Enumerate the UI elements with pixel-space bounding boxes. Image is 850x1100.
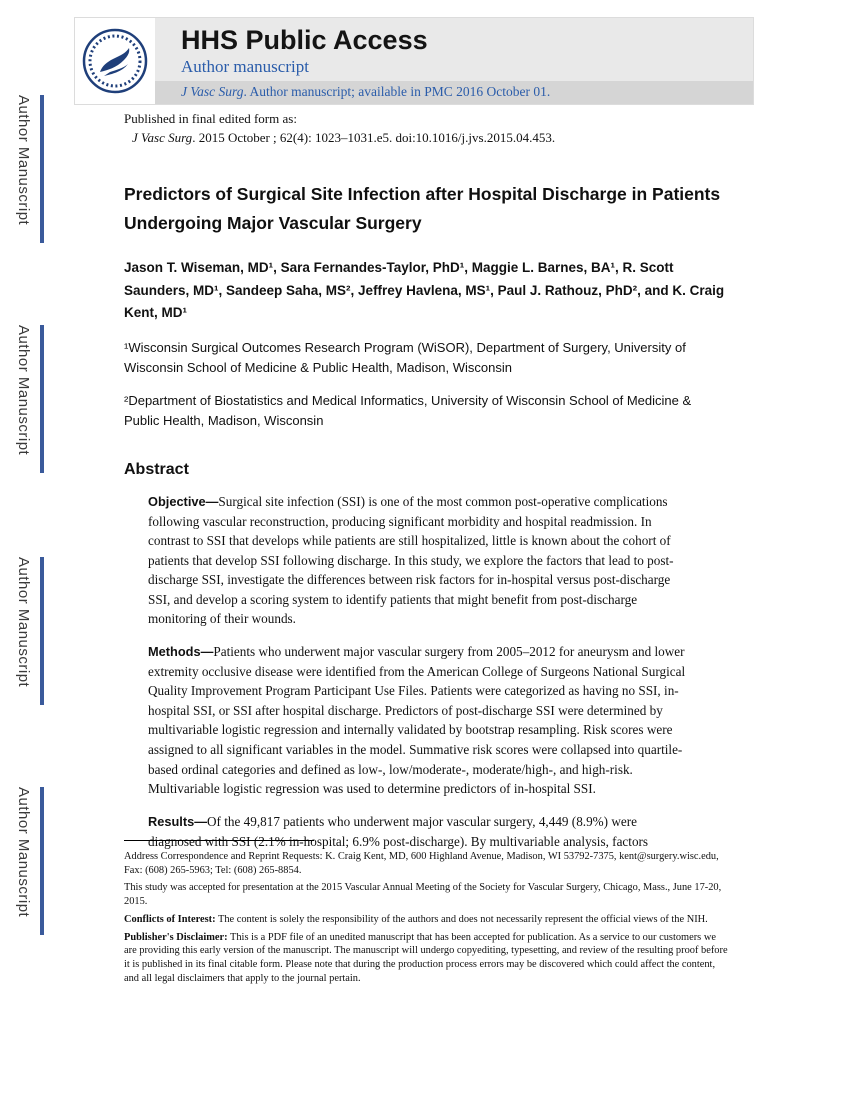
abstract-results-text: Of the 49,817 patients who underwent major vascular surgery, 4,449 (8.9%) were diagnosed with SSI (2.1% in-hospital; 6.9% post-discharge). By multivariable analysis, factors (148, 813, 649, 849)
header-citation (155, 81, 753, 104)
watermark-text: Author Manuscript (15, 557, 32, 688)
published-citation (132, 129, 728, 148)
abstract-objective (148, 492, 690, 629)
abstract-objective-label: Objective— (148, 493, 219, 509)
watermark-bar (40, 95, 44, 243)
watermark-text: Author Manuscript (15, 787, 32, 918)
abstract-methods (148, 642, 690, 799)
abstract-results-label: Results— (148, 813, 208, 829)
footnotes-block (124, 840, 728, 990)
footnote-conflicts-label: Conflicts of Interest: (124, 913, 216, 925)
footnote-disclaimer-text: This is a PDF file of an unedited manuscript that has been accepted for publication. As a service to our customers we are providing this early version of the manuscript. The manuscript will undergo copyediting, typesetting, and review of the resulting proof before it is published in its final citable form. Please note that during the production process errors may be discovered which could affect the content, and all legal disclaimers that apply to the journal pertain. (124, 931, 728, 984)
sidebar-watermark (16, 325, 44, 473)
hhs-logo (75, 18, 155, 104)
footnote-conflicts (124, 913, 728, 927)
abstract-methods-text: Patients who underwent major vascular surgery from 2005–2012 for aneurysm and lower extremity occlusive disease were identified from the American College of Surgeons National Surgical Quality Improvement Program Participant Use Files. Patients were categorized as having no SSI, in-hospital SSI, or SSI after hospital discharge. Predictors of post-discharge SSI were determined by multivariable logistic regression and internally validated by bootstrap resampling. Risk scores were assigned to all significant variables in the model. Summative risk scores were collapsed into quartile-based ordinal categories and defined as low-, low/moderate-, moderate/high-, and high-risk. Multivariable logistic regression was used to determine predictors of in-hospital SSI. (148, 643, 686, 797)
footnote-presentation: This study was accepted for presentation at the 2015 Vascular Annual Meeting of the Society for Vascular Surgery, Chicago, Mass., June 17-20, 2015. (124, 882, 722, 908)
published-lead: Published in final edited form as: (124, 111, 297, 126)
watermark-text: Author Manuscript (15, 325, 32, 456)
abstract-methods-label: Methods— (148, 643, 214, 659)
footnote-disclaimer (124, 931, 728, 986)
manuscript-body (124, 110, 728, 851)
affiliation-2: ²Department of Biostatistics and Medical Informatics, University of Wisconsin School of Medicine & Public Health, Madison, Wisconsin (124, 392, 692, 428)
abstract-objective-text: Surgical site infection (SSI) is one of the most common post-operative complications following vascular reconstruction, producing significant morbidity and hospital readmission. In contrast to SSI that develops while patients are still hospitalized, little is known about the cohort of patients that develop SSI following discharge. In this study, we explore the factors that lead to post-discharge SSI, investigate the differences between risk factors for in-hospital versus post-discharge SSI, and develop a scoring system to identify patients that might benefit from post-discharge monitoring of their wounds. (148, 493, 674, 627)
sidebar-watermark (16, 95, 44, 243)
published-rest: . 2015 October ; 62(4): 1023–1031.e5. doi:10.1016/j.jvs.2015.04.453. (192, 129, 556, 145)
footnote-divider (124, 840, 314, 841)
watermark-text: Author Manuscript (15, 95, 32, 226)
watermark-bar (40, 787, 44, 935)
watermark-bar (40, 325, 44, 473)
affiliation-1: ¹Wisconsin Surgical Outcomes Research Program (WiSOR), Department of Surgery, University of Wisconsin School of Medicine & Public Health, Madison, Wisconsin (124, 340, 686, 376)
article-title: Predictors of Surgical Site Infection after Hospital Discharge in Patients Undergoing Major Vascular Surgery (124, 183, 721, 233)
header-citation-journal: J Vasc Surg (181, 84, 244, 99)
watermark-bar (40, 557, 44, 705)
sidebar-watermark (16, 787, 44, 935)
abstract-heading: Abstract (124, 460, 189, 478)
header-banner (75, 18, 753, 104)
footnote-disclaimer-label: Publisher's Disclaimer: (124, 931, 228, 943)
footnote-correspondence: Address Correspondence and Reprint Requests: K. Craig Kent, MD, 600 Highland Avenue, Madison, WI 53792-7375, kent@surgery.wisc.edu, Fax: (608) 265-5963; Tel: (608) 265-8854. (124, 851, 719, 876)
authors-line: Jason T. Wiseman, MD¹, Sara Fernandes-Taylor, PhD¹, Maggie L. Barnes, BA¹, R. Scott Saunders, MD¹, Sandeep Saha, MS², Jeffrey Havlena, MS¹, Paul J. Rathouz, PhD², and K. Craig Kent, MD¹ (124, 260, 725, 320)
sidebar-watermark (16, 557, 44, 705)
published-journal: J Vasc Surg (132, 129, 193, 145)
hhs-seal-icon (82, 28, 148, 94)
footnote-conflicts-text: The content is solely the responsibility of the authors and does not necessarily represent the official views of the NIH. (215, 913, 708, 925)
header-subtitle: Author manuscript (181, 57, 309, 76)
header-text-block (155, 18, 753, 104)
header-citation-rest: . Author manuscript; available in PMC 2016 October 01. (243, 84, 551, 99)
header-title: HHS Public Access (181, 25, 428, 55)
